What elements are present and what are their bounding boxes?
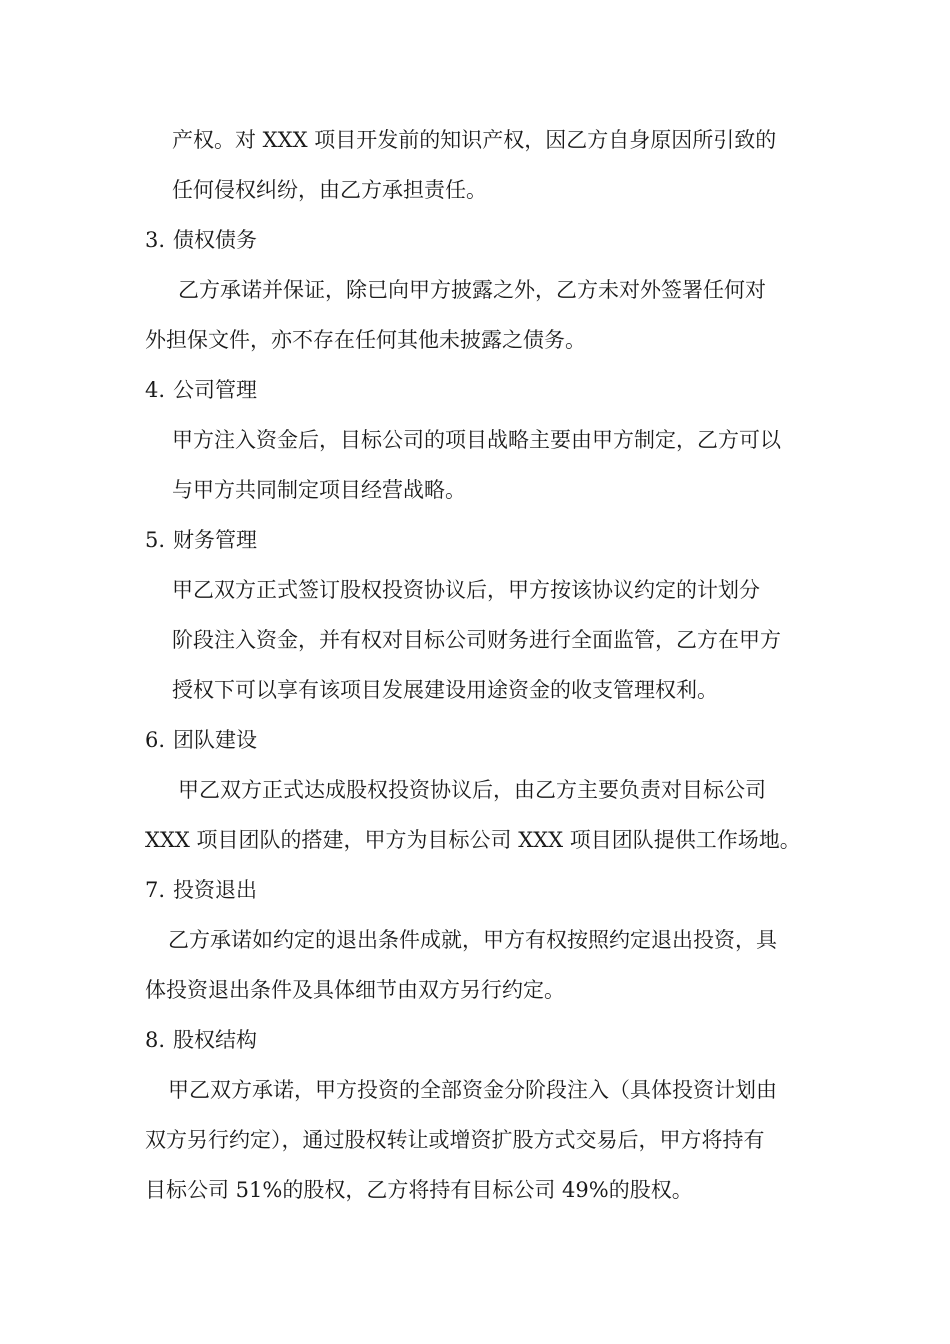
paragraph-line: 授权下可以享有该项目发展建设用途资金的收支管理权利。 — [172, 678, 718, 702]
section-number: 8. — [145, 1028, 166, 1052]
paragraph-line: 甲乙双方正式签订股权投资协议后，甲方按该协议约定的计划分 — [172, 578, 760, 602]
paragraph-line: 产权。对 XXX 项目开发前的知识产权，因乙方自身原因所引致的 — [172, 128, 777, 152]
paragraph-line: 与甲方共同制定项目经营战略。 — [172, 478, 466, 502]
section-number: 5. — [145, 528, 166, 552]
section-heading-5 — [145, 525, 257, 555]
paragraph-line: XXX 项目团队的搭建，甲方为目标公司 XXX 项目团队提供工作场地。 — [145, 828, 801, 852]
paragraph-line: 双方另行约定），通过股权转让或增资扩股方式交易后，甲方将持有 — [145, 1128, 765, 1152]
section-number: 4. — [145, 378, 166, 402]
paragraph-line: 体投资退出条件及具体细节由双方另行约定。 — [145, 978, 565, 1002]
section-heading-3 — [145, 225, 257, 255]
section-heading-8 — [145, 1025, 257, 1055]
paragraph-line: 外担保文件，亦不存在任何其他未披露之债务。 — [145, 328, 586, 352]
section-title: 公司管理 — [173, 378, 257, 402]
section-title: 投资退出 — [173, 878, 257, 902]
paragraph-line: 阶段注入资金，并有权对目标公司财务进行全面监管，乙方在甲方 — [172, 628, 781, 652]
paragraph-line: 目标公司 51%的股权，乙方将持有目标公司 49%的股权。 — [145, 1178, 693, 1202]
section-heading-4 — [145, 375, 257, 405]
section-title: 股权结构 — [173, 1028, 257, 1052]
section-title: 债权债务 — [173, 228, 257, 252]
paragraph-line: 乙方承诺并保证，除已向甲方披露之外，乙方未对外签署任何对 — [178, 278, 766, 302]
section-number: 7. — [145, 878, 166, 902]
section-heading-7 — [145, 875, 257, 905]
section-title: 财务管理 — [173, 528, 257, 552]
section-title: 团队建设 — [173, 728, 257, 752]
paragraph-line: 甲乙双方正式达成股权投资协议后，由乙方主要负责对目标公司 — [178, 778, 766, 802]
section-number: 6. — [145, 728, 166, 752]
section-number: 3. — [145, 228, 166, 252]
paragraph-line: 甲方注入资金后，目标公司的项目战略主要由甲方制定，乙方可以 — [172, 428, 781, 452]
section-heading-6 — [145, 725, 257, 755]
paragraph-line: 乙方承诺如约定的退出条件成就，甲方有权按照约定退出投资，具 — [168, 928, 777, 952]
paragraph-line: 甲乙双方承诺，甲方投资的全部资金分阶段注入（具体投资计划由 — [168, 1078, 777, 1102]
paragraph-line: 任何侵权纠纷，由乙方承担责任。 — [172, 178, 487, 202]
